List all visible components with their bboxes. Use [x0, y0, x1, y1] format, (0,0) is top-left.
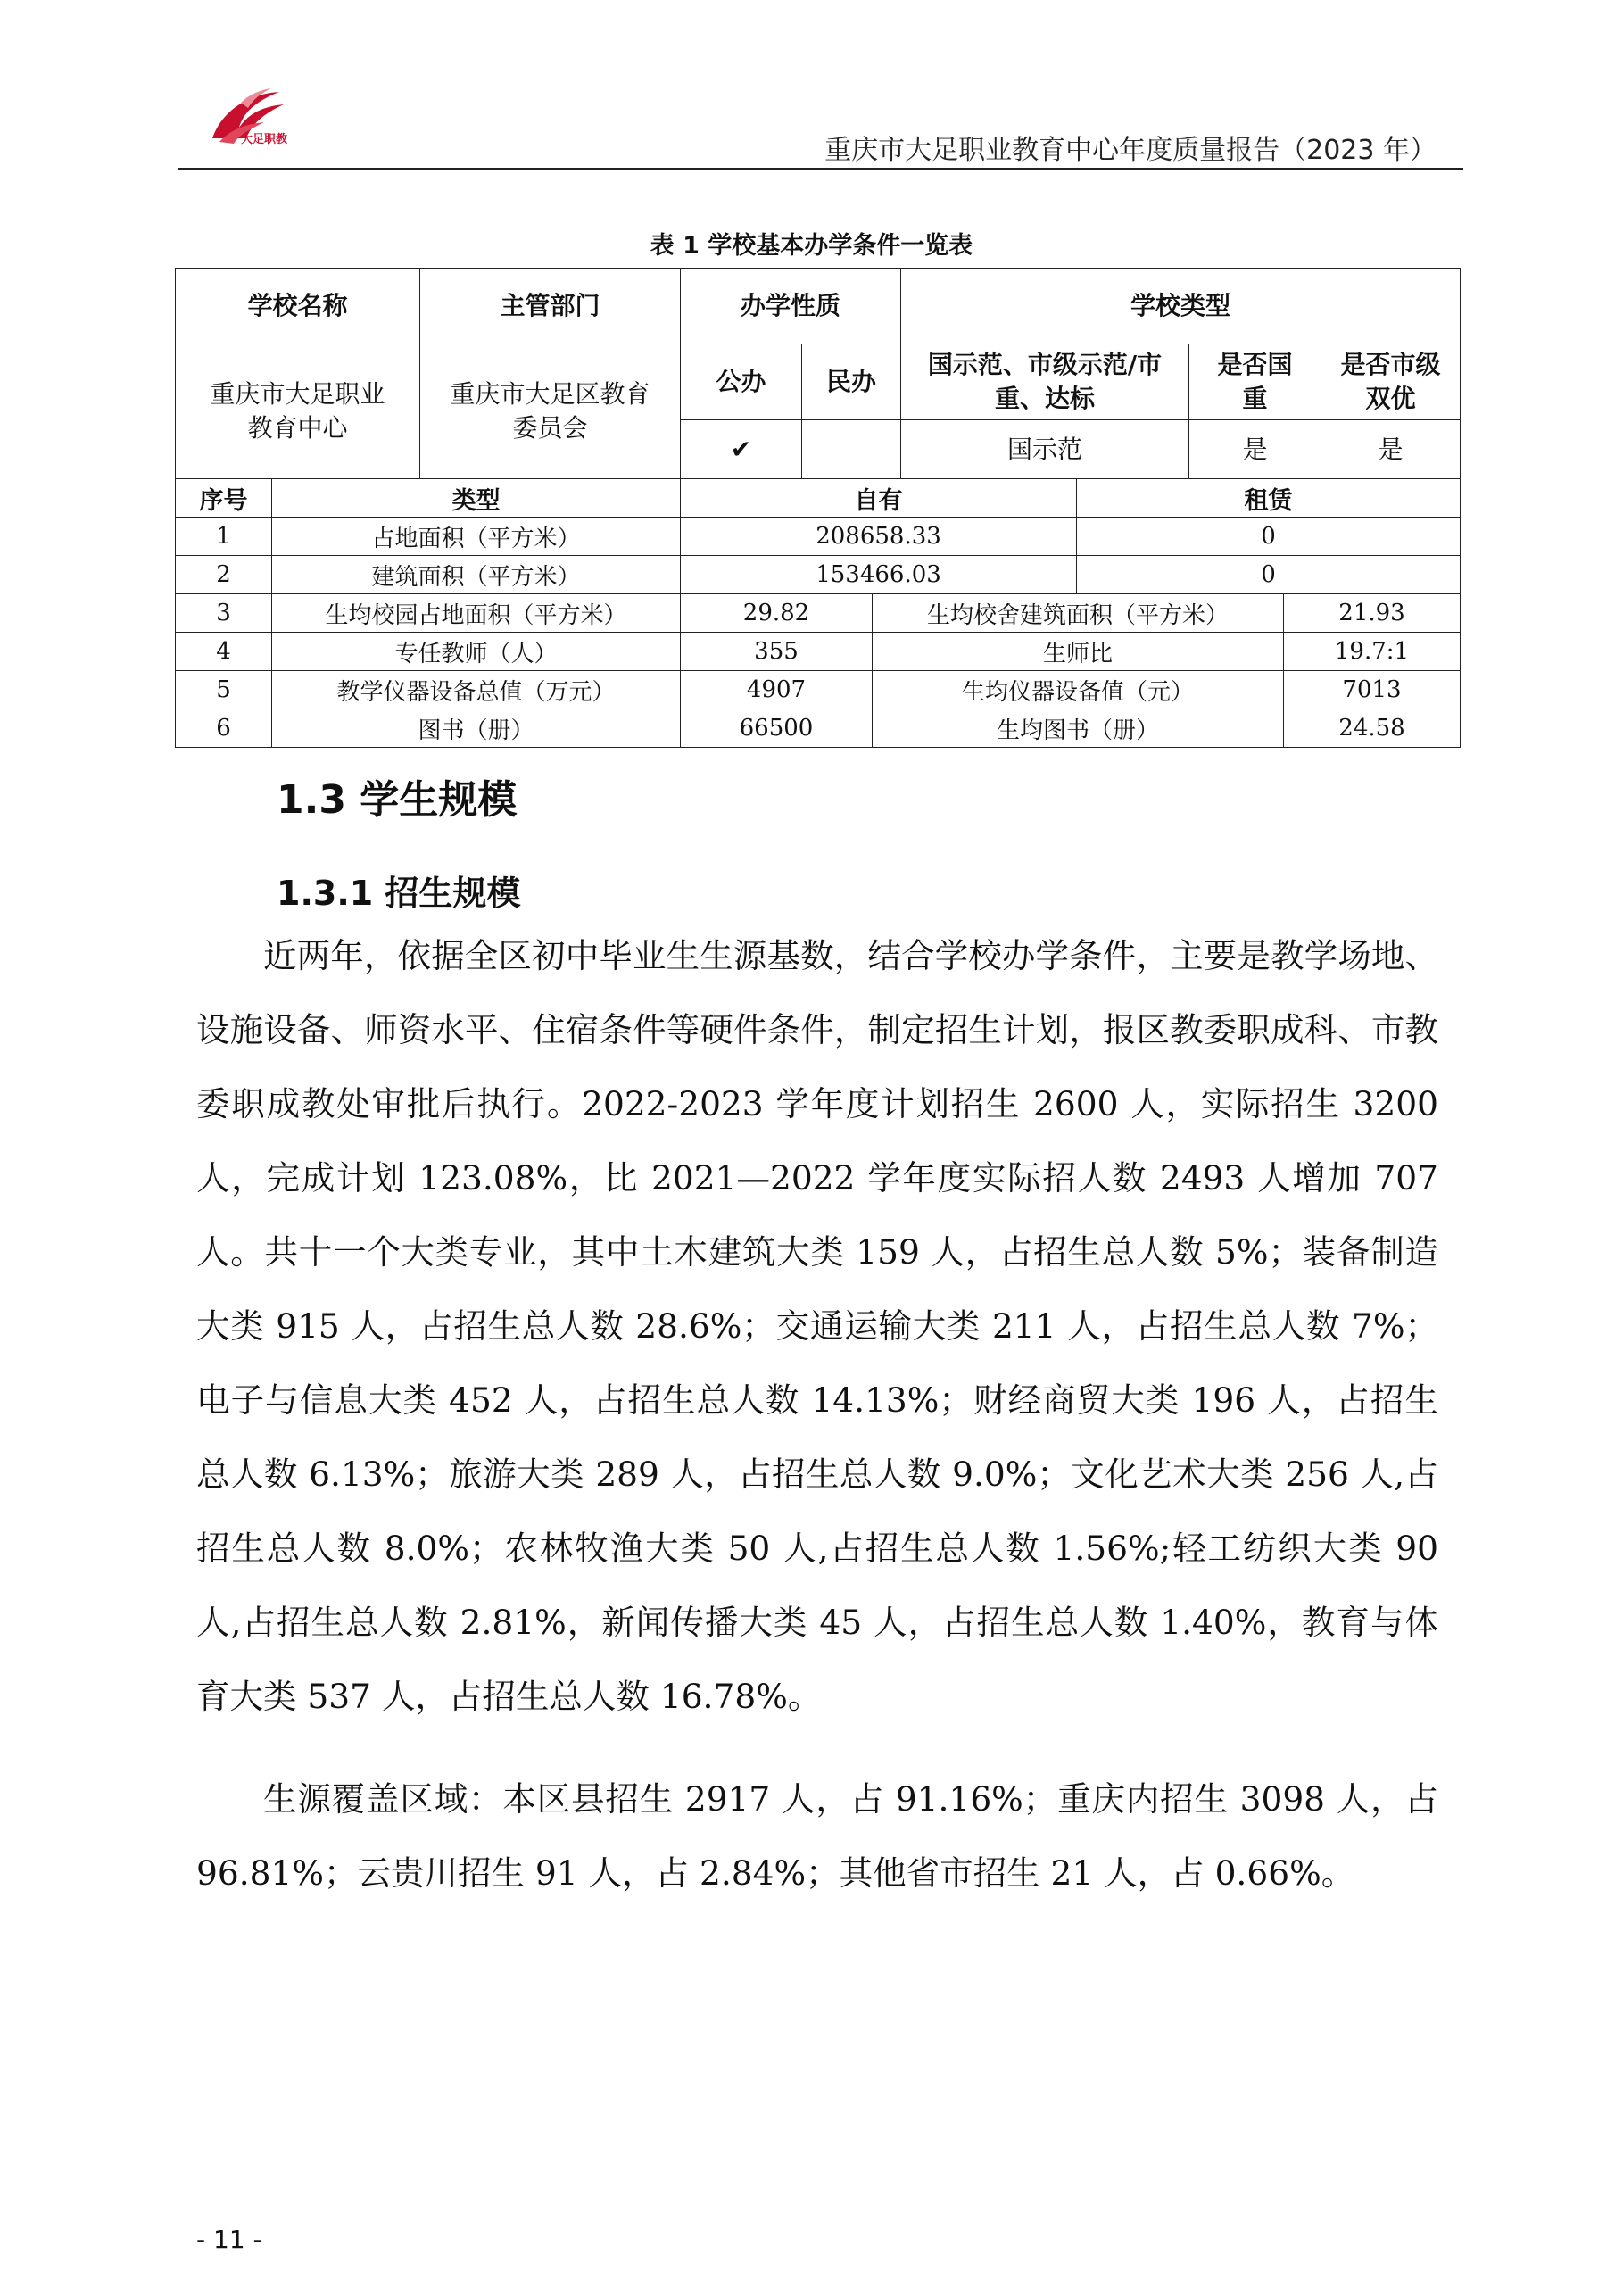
col-national: 是否国重 — [1189, 344, 1321, 420]
row-owned-value: 208658.33 — [681, 518, 1077, 556]
table-row — [176, 518, 1461, 556]
header-title: 重庆市大足职业教育中心年度质量报告（2023 年） — [824, 135, 1437, 166]
row-value-secondary: 19.7:1 — [1284, 633, 1461, 671]
row-value: 355 — [681, 633, 873, 671]
table-row — [176, 709, 1461, 748]
col-type: 学校类型 — [901, 269, 1461, 344]
row-label: 图书（册） — [272, 709, 681, 748]
national-value: 是 — [1189, 420, 1321, 479]
row-value-secondary: 7013 — [1284, 671, 1461, 709]
col-nature: 办学性质 — [681, 269, 901, 344]
row-label: 建筑面积（平方米） — [272, 556, 681, 594]
col-category: 类型 — [272, 479, 681, 518]
row-index: 1 — [176, 518, 272, 556]
school-name-value: 重庆市大足职业教育中心 — [176, 344, 420, 479]
enrollment-paragraph: 近两年，依据全区初中毕业生生源基数，结合学校办学条件，主要是教学场地、设施设备、师资水平、住宿条件等硬件条件，制定招生计划，报区教委职成科、市教委职成教处审批后执行。2022-2023 学年度计划招生 2600 人，实际招生 3200 人，完成计划 123.08%，比 2021—2022 学年度实际招人数 2493 人增加 707 人。共十一个大类专业，其中土木建筑大类 159 人，占招生总人数 5%；装备制造大类 915 人，占招生总人数 28.6%；交通运输大类 211 人，占招生总人数 7%；电子与信息大类 452 人，占招生总人数 14.13%；财经商贸大类 196 人，占招生总人数 6.13%；旅游大类 289 人，占招生总人数 9.0%；文化艺术大类 256 人,占招生总人数 8.0%；农林牧渔大类 50 人,占招生总人数 1.56%;轻工纺织大类 90 人,占招生总人数 2.81%，新闻传播大类 45 人，占招生总人数 1.40%，教育与体育大类 537 人，占招生总人数 16.78%。 — [196, 936, 1438, 1716]
table-row — [176, 671, 1461, 709]
col-public: 公办 — [681, 344, 802, 420]
col-private: 民办 — [802, 344, 901, 420]
private-check-mark — [802, 420, 901, 479]
row-index: 6 — [176, 709, 272, 748]
col-dual: 是否市级双优 — [1321, 344, 1461, 420]
school-info-table — [175, 268, 1461, 479]
row-label: 专任教师（人） — [272, 633, 681, 671]
row-value-secondary: 24.58 — [1284, 709, 1461, 748]
row-label: 教学仪器设备总值（万元） — [272, 671, 681, 709]
department-value: 重庆市大足区教育委员会 — [420, 344, 681, 479]
col-department: 主管部门 — [420, 269, 681, 344]
row-label: 生均校园占地面积（平方米） — [272, 594, 681, 633]
school-logo — [195, 85, 302, 154]
table-row — [176, 594, 1461, 633]
row-value: 66500 — [681, 709, 873, 748]
row-value: 29.82 — [681, 594, 873, 633]
row-leased-value: 0 — [1077, 518, 1461, 556]
col-school-name: 学校名称 — [176, 269, 420, 344]
row-index: 4 — [176, 633, 272, 671]
page-header — [178, 85, 1463, 170]
col-leased: 租赁 — [1077, 479, 1461, 518]
col-demo: 国示范、市级示范/市重、达标 — [901, 344, 1189, 420]
dual-value: 是 — [1321, 420, 1461, 479]
row-index: 5 — [176, 671, 272, 709]
row-label-secondary: 生均仪器设备值（元） — [873, 671, 1284, 709]
header-divider — [178, 168, 1463, 170]
col-index: 序号 — [176, 479, 272, 518]
row-label: 占地面积（平方米） — [272, 518, 681, 556]
table-row — [176, 633, 1461, 671]
table-row — [176, 556, 1461, 594]
col-owned: 自有 — [681, 479, 1077, 518]
conditions-table — [175, 478, 1461, 748]
row-index: 3 — [176, 594, 272, 633]
subsection-heading: 1.3.1 招生规模 — [277, 874, 521, 913]
logo-text: 大足职教 — [241, 133, 288, 146]
page-number: - 11 - — [196, 2225, 262, 2254]
region-paragraph: 生源覆盖区域：本区县招生 2917 人，占 91.16%；重庆内招生 3098 人，占 96.81%；云贵川招生 91 人，占 2.84%；其他省市招生 21 人，占 0.66%。 — [196, 1779, 1438, 1893]
row-value: 4907 — [681, 671, 873, 709]
row-leased-value: 0 — [1077, 556, 1461, 594]
row-value-secondary: 21.93 — [1284, 594, 1461, 633]
row-owned-value: 153466.03 — [681, 556, 1077, 594]
public-check-mark: ✔ — [681, 420, 802, 479]
section-heading: 1.3 学生规模 — [277, 777, 518, 823]
table-caption: 表 1 学校基本办学条件一览表 — [650, 232, 973, 260]
row-label-secondary: 生均图书（册） — [873, 709, 1284, 748]
row-index: 2 — [176, 556, 272, 594]
demo-value: 国示范 — [901, 420, 1189, 479]
row-label-secondary: 生师比 — [873, 633, 1284, 671]
row-label-secondary: 生均校舍建筑面积（平方米） — [873, 594, 1284, 633]
